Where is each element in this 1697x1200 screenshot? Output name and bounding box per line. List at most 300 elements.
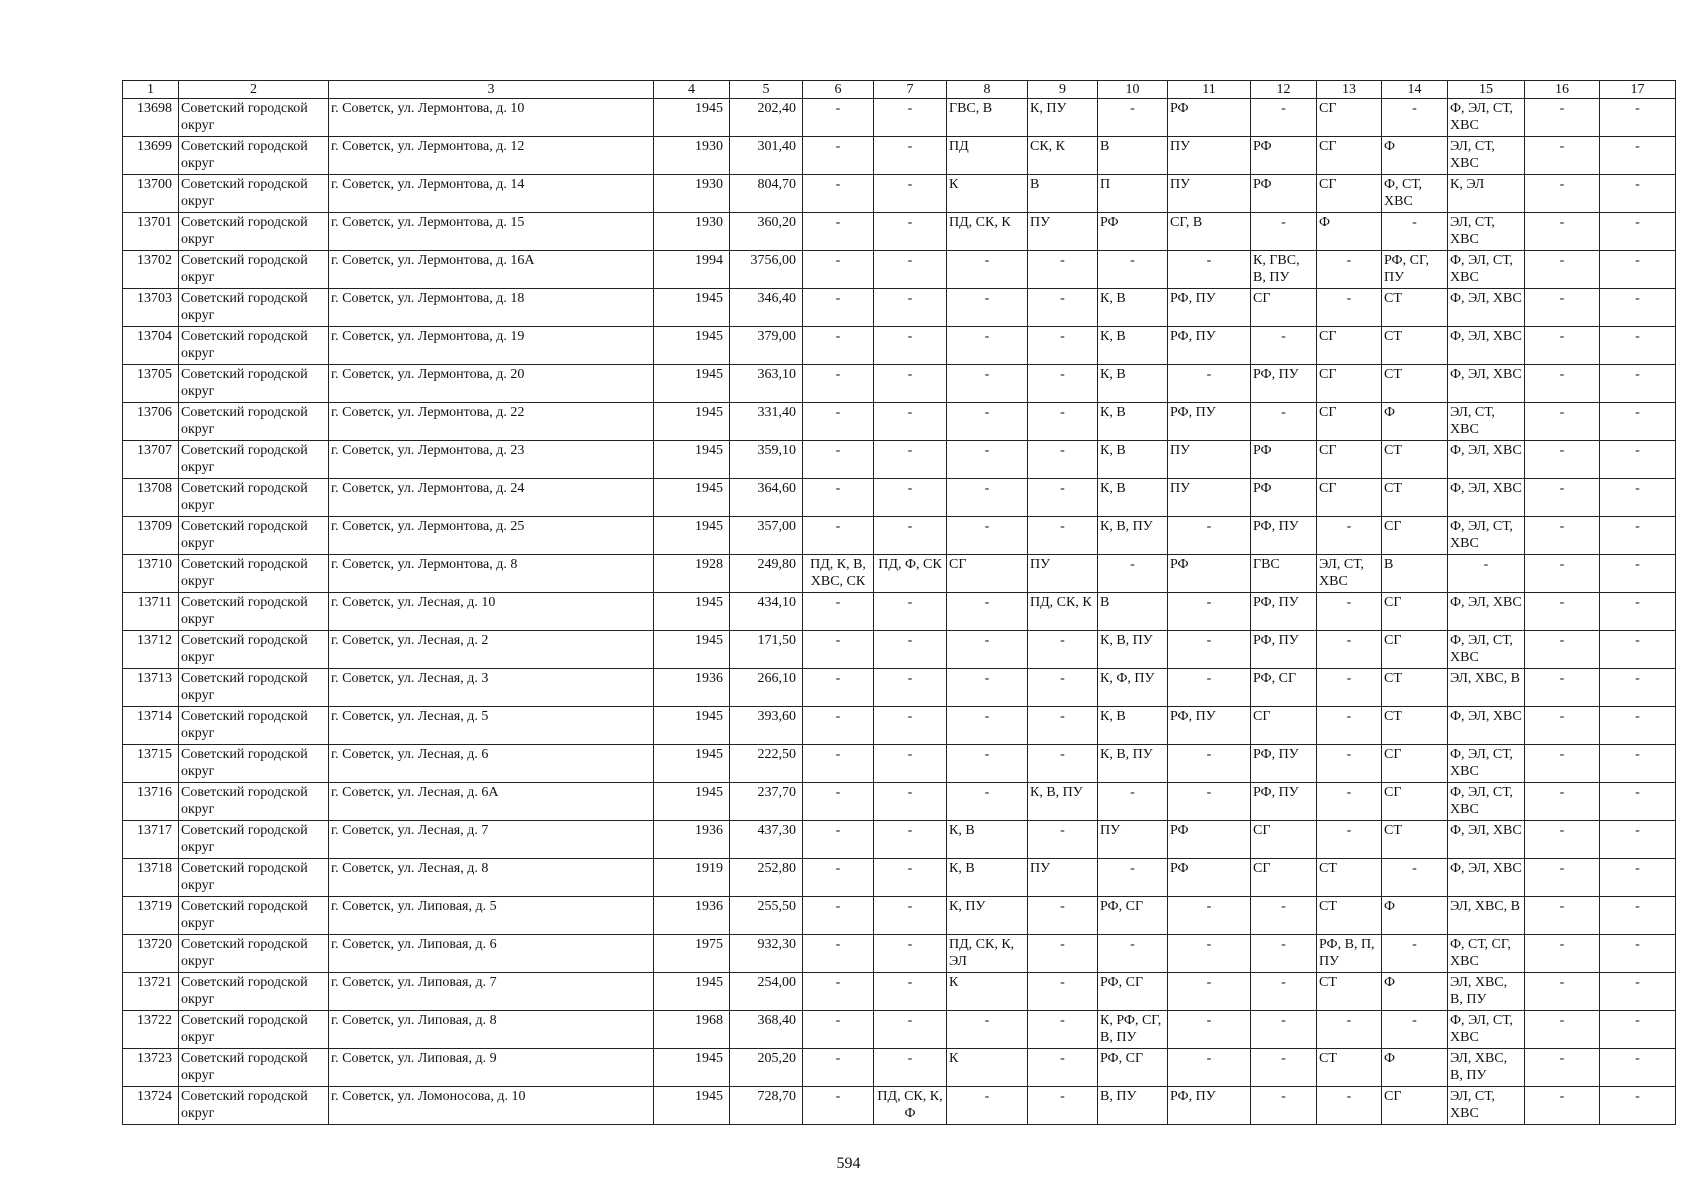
table-cell: -	[1600, 251, 1676, 289]
table-cell: Советский городской округ	[179, 213, 329, 251]
table-cell: РФ	[1251, 479, 1317, 517]
table-cell: 13715	[123, 745, 179, 783]
table-row	[123, 859, 1676, 897]
table-cell: Советский городской округ	[179, 631, 329, 669]
table-cell: СГ	[1317, 327, 1382, 365]
table-cell: 1945	[654, 441, 730, 479]
table-cell: -	[1028, 745, 1098, 783]
table-cell: 1930	[654, 213, 730, 251]
table-cell: Ф, ЭЛ, ХВС	[1448, 441, 1525, 479]
table-cell: г. Советск, ул. Лесная, д. 2	[329, 631, 654, 669]
table-cell: Ф, ЭЛ, ХВС	[1448, 479, 1525, 517]
table-cell: Ф, ЭЛ, СТ, ХВС	[1448, 745, 1525, 783]
table-cell: -	[803, 175, 874, 213]
table-cell: -	[803, 669, 874, 707]
table-cell: РФ, В, П, ПУ	[1317, 935, 1382, 973]
table-cell: -	[1525, 631, 1600, 669]
table-cell: -	[1251, 897, 1317, 935]
table-cell: -	[1382, 859, 1448, 897]
table-cell: К, В	[1098, 707, 1168, 745]
table-cell: -	[1251, 99, 1317, 137]
table-cell: -	[1600, 289, 1676, 327]
table-cell: К, В	[1098, 327, 1168, 365]
table-cell: В	[1098, 137, 1168, 175]
table-cell: -	[1168, 251, 1251, 289]
table-cell: г. Советск, ул. Лермонтова, д. 23	[329, 441, 654, 479]
table-cell: Ф, ЭЛ, ХВС	[1448, 327, 1525, 365]
table-cell: г. Советск, ул. Лермонтова, д. 19	[329, 327, 654, 365]
table-cell: -	[1525, 897, 1600, 935]
table-row	[123, 327, 1676, 365]
table-cell: -	[1525, 821, 1600, 859]
table-cell: РФ, ПУ	[1168, 403, 1251, 441]
table-cell: -	[947, 783, 1028, 821]
table-cell: Ф, ЭЛ, ХВС	[1448, 821, 1525, 859]
table-cell: Ф	[1382, 973, 1448, 1011]
table-cell: -	[874, 859, 947, 897]
table-cell: РФ, ПУ	[1251, 631, 1317, 669]
table-cell: 360,20	[730, 213, 803, 251]
table-cell: 1919	[654, 859, 730, 897]
table-cell: ПУ	[1168, 441, 1251, 479]
table-cell: 237,70	[730, 783, 803, 821]
table-cell: ГВС, В	[947, 99, 1028, 137]
table-cell: -	[874, 517, 947, 555]
table-cell: -	[1168, 935, 1251, 973]
table-cell: -	[1525, 669, 1600, 707]
table-cell: -	[874, 1011, 947, 1049]
table-cell: 437,30	[730, 821, 803, 859]
column-header: 15	[1448, 81, 1525, 99]
table-cell: 301,40	[730, 137, 803, 175]
table-cell: Советский городской округ	[179, 1049, 329, 1087]
table-cell: 171,50	[730, 631, 803, 669]
table-cell: СГ	[1382, 593, 1448, 631]
table-cell: -	[1317, 251, 1382, 289]
table-cell: -	[874, 631, 947, 669]
table-cell: К, ПУ	[947, 897, 1028, 935]
table-cell: -	[1600, 175, 1676, 213]
table-cell: СГ	[1251, 859, 1317, 897]
table-cell: -	[1168, 669, 1251, 707]
table-cell: 932,30	[730, 935, 803, 973]
table-cell: 13705	[123, 365, 179, 403]
table-cell: -	[803, 403, 874, 441]
table-cell: Ф, ЭЛ, СТ, ХВС	[1448, 99, 1525, 137]
table-cell: РФ	[1168, 859, 1251, 897]
table-cell: -	[803, 973, 874, 1011]
table-cell: -	[874, 935, 947, 973]
table-cell: СТ	[1382, 327, 1448, 365]
table-cell: г. Советск, ул. Лермонтова, д. 14	[329, 175, 654, 213]
table-cell: -	[1317, 631, 1382, 669]
table-cell: Советский городской округ	[179, 1087, 329, 1125]
page-number: 594	[836, 1155, 861, 1172]
table-cell: -	[803, 327, 874, 365]
table-cell: К, В, ПУ	[1098, 631, 1168, 669]
column-header: 1	[123, 81, 179, 99]
table-cell: -	[947, 403, 1028, 441]
table-cell: -	[1525, 365, 1600, 403]
table-cell: 13719	[123, 897, 179, 935]
column-header: 8	[947, 81, 1028, 99]
table-cell: В	[1028, 175, 1098, 213]
table-cell: -	[1028, 707, 1098, 745]
table-cell: -	[1525, 1049, 1600, 1087]
table-cell: К, РФ, СГ, В, ПУ	[1098, 1011, 1168, 1049]
table-cell: СТ	[1382, 669, 1448, 707]
table-cell: Советский городской округ	[179, 707, 329, 745]
table-cell: -	[1525, 783, 1600, 821]
table-cell: г. Советск, ул. Липовая, д. 8	[329, 1011, 654, 1049]
table-cell: СТ	[1382, 821, 1448, 859]
table-cell: -	[947, 327, 1028, 365]
table-cell: РФ, СГ, ПУ	[1382, 251, 1448, 289]
table-cell: -	[1525, 99, 1600, 137]
table-cell: -	[947, 1011, 1028, 1049]
table-cell: Советский городской округ	[179, 137, 329, 175]
table-cell: РФ, ПУ	[1251, 745, 1317, 783]
table-row	[123, 289, 1676, 327]
table-cell: 363,10	[730, 365, 803, 403]
table-cell: -	[874, 1049, 947, 1087]
table-cell: г. Советск, ул. Лесная, д. 6	[329, 745, 654, 783]
table-cell: -	[1251, 973, 1317, 1011]
table-cell: ЭЛ, ХВС, В, ПУ	[1448, 973, 1525, 1011]
table-cell: -	[1317, 289, 1382, 327]
table-cell: -	[1317, 669, 1382, 707]
column-header: 9	[1028, 81, 1098, 99]
table-cell: Ф, ЭЛ, ХВС	[1448, 365, 1525, 403]
table-cell: -	[1525, 555, 1600, 593]
table-cell: г. Советск, ул. Лермонтова, д. 15	[329, 213, 654, 251]
table-cell: -	[1600, 859, 1676, 897]
table-cell: г. Советск, ул. Лермонтова, д. 24	[329, 479, 654, 517]
table-cell: 359,10	[730, 441, 803, 479]
table-cell: 1936	[654, 669, 730, 707]
table-cell: ПД, Ф, СК	[874, 555, 947, 593]
table-cell: -	[1525, 213, 1600, 251]
table-cell: -	[803, 441, 874, 479]
table-row	[123, 403, 1676, 441]
table-cell: -	[803, 289, 874, 327]
table-cell: 13723	[123, 1049, 179, 1087]
table-cell: Советский городской округ	[179, 327, 329, 365]
table-cell: 13712	[123, 631, 179, 669]
table-cell: 379,00	[730, 327, 803, 365]
table-row	[123, 1011, 1676, 1049]
table-cell: -	[1600, 973, 1676, 1011]
table-cell: СТ	[1317, 1049, 1382, 1087]
table-cell: -	[1098, 859, 1168, 897]
column-header: 7	[874, 81, 947, 99]
table-cell: РФ, СГ	[1098, 1049, 1168, 1087]
table-cell: 13707	[123, 441, 179, 479]
table-cell: 331,40	[730, 403, 803, 441]
table-cell: 1945	[654, 479, 730, 517]
table-cell: РФ, ПУ	[1168, 1087, 1251, 1125]
table-row	[123, 441, 1676, 479]
table-cell: РФ	[1251, 137, 1317, 175]
table-cell: 13721	[123, 973, 179, 1011]
table-cell: 1945	[654, 517, 730, 555]
column-header: 5	[730, 81, 803, 99]
table-cell: 1945	[654, 593, 730, 631]
table-cell: 13716	[123, 783, 179, 821]
table-cell: РФ	[1168, 555, 1251, 593]
table-cell: СТ	[1317, 973, 1382, 1011]
table-cell: -	[1600, 327, 1676, 365]
table-cell: -	[1028, 327, 1098, 365]
table-cell: -	[947, 517, 1028, 555]
table-cell: -	[1028, 935, 1098, 973]
table-cell: -	[947, 479, 1028, 517]
table-cell: РФ, ПУ	[1168, 327, 1251, 365]
table-cell: СТ	[1382, 479, 1448, 517]
table-cell: -	[803, 479, 874, 517]
table-cell: 1945	[654, 289, 730, 327]
table-cell: РФ	[1251, 175, 1317, 213]
table-cell: г. Советск, ул. Лермонтова, д. 16А	[329, 251, 654, 289]
table-row	[123, 593, 1676, 631]
table-cell: 13703	[123, 289, 179, 327]
table-cell: ЭЛ, СТ, ХВС	[1448, 403, 1525, 441]
table-cell: Советский городской округ	[179, 555, 329, 593]
table-cell: -	[1600, 137, 1676, 175]
table-cell: -	[1168, 973, 1251, 1011]
table-cell: 13700	[123, 175, 179, 213]
table-cell: -	[1448, 555, 1525, 593]
table-cell: -	[874, 745, 947, 783]
table-cell: Ф, СТ, ХВС	[1382, 175, 1448, 213]
table-cell: Советский городской округ	[179, 935, 329, 973]
table-row	[123, 251, 1676, 289]
table-cell: 368,40	[730, 1011, 803, 1049]
table-cell: Ф, ЭЛ, СТ, ХВС	[1448, 517, 1525, 555]
table-cell: К, В, ПУ	[1098, 745, 1168, 783]
table-cell: Советский городской округ	[179, 669, 329, 707]
table-cell: -	[874, 593, 947, 631]
table-cell: 13708	[123, 479, 179, 517]
table-cell: К, В	[947, 821, 1028, 859]
table-cell: ПУ	[1028, 213, 1098, 251]
table-cell: 13710	[123, 555, 179, 593]
table-cell: 434,10	[730, 593, 803, 631]
table-row	[123, 1087, 1676, 1125]
table-cell: Советский городской округ	[179, 175, 329, 213]
column-header: 17	[1600, 81, 1676, 99]
table-cell: Советский городской округ	[179, 593, 329, 631]
table-cell: -	[874, 365, 947, 403]
table-cell: -	[1525, 1011, 1600, 1049]
table-cell: -	[874, 99, 947, 137]
table-cell: -	[1317, 593, 1382, 631]
table-cell: 205,20	[730, 1049, 803, 1087]
table-cell: г. Советск, ул. Липовая, д. 9	[329, 1049, 654, 1087]
table-cell: -	[1525, 251, 1600, 289]
table-cell: -	[1168, 631, 1251, 669]
table-cell: -	[874, 403, 947, 441]
table-cell: -	[874, 821, 947, 859]
table-cell: 1945	[654, 707, 730, 745]
table-cell: Ф, ЭЛ, СТ, ХВС	[1448, 251, 1525, 289]
table-cell: -	[1251, 935, 1317, 973]
table-cell: 364,60	[730, 479, 803, 517]
table-cell: К, В	[1098, 403, 1168, 441]
table-cell: г. Советск, ул. Лесная, д. 8	[329, 859, 654, 897]
registry-table	[122, 80, 1676, 1125]
table-cell: ПУ	[1168, 479, 1251, 517]
table-cell: Советский городской округ	[179, 251, 329, 289]
table-cell: -	[1028, 1049, 1098, 1087]
table-cell: В	[1098, 593, 1168, 631]
table-cell: ЭЛ, СТ, ХВС	[1448, 213, 1525, 251]
table-cell: 13714	[123, 707, 179, 745]
table-cell: -	[947, 669, 1028, 707]
table-cell: -	[1251, 1011, 1317, 1049]
table-cell: -	[1168, 365, 1251, 403]
table-cell: -	[1525, 973, 1600, 1011]
table-cell: -	[803, 859, 874, 897]
table-cell: -	[1028, 403, 1098, 441]
table-cell: Ф	[1382, 403, 1448, 441]
table-cell: К, В	[1098, 365, 1168, 403]
table-cell: -	[947, 1087, 1028, 1125]
table-cell: -	[1600, 631, 1676, 669]
header-row	[123, 81, 1676, 99]
table-cell: -	[947, 707, 1028, 745]
table-cell: -	[1600, 593, 1676, 631]
table-cell: СГ, В	[1168, 213, 1251, 251]
table-cell: Ф, ЭЛ, ХВС	[1448, 289, 1525, 327]
table-cell: -	[1317, 821, 1382, 859]
table-cell: -	[874, 251, 947, 289]
table-cell: -	[874, 669, 947, 707]
table-cell: ЭЛ, ХВС, В	[1448, 669, 1525, 707]
table-cell: ЭЛ, ХВС, В	[1448, 897, 1525, 935]
table-row	[123, 631, 1676, 669]
table-cell: СГ	[1317, 441, 1382, 479]
table-row	[123, 897, 1676, 935]
table-cell: -	[874, 289, 947, 327]
table-cell: ГВС	[1251, 555, 1317, 593]
table-cell: -	[1098, 783, 1168, 821]
table-cell: 13720	[123, 935, 179, 973]
table-cell: г. Советск, ул. Лермонтова, д. 12	[329, 137, 654, 175]
table-cell: -	[1028, 479, 1098, 517]
table-cell: 13709	[123, 517, 179, 555]
table-cell: 266,10	[730, 669, 803, 707]
table-cell: -	[1600, 935, 1676, 973]
table-cell: К	[947, 175, 1028, 213]
table-cell: -	[1098, 99, 1168, 137]
table-cell: -	[874, 137, 947, 175]
table-cell: СГ	[1251, 289, 1317, 327]
table-cell: Ф, ЭЛ, СТ, ХВС	[1448, 783, 1525, 821]
table-cell: -	[1168, 745, 1251, 783]
table-cell: -	[947, 365, 1028, 403]
table-cell: 1945	[654, 327, 730, 365]
table-cell: РФ	[1168, 99, 1251, 137]
table-cell: 202,40	[730, 99, 803, 137]
table-cell: г. Советск, ул. Лермонтова, д. 22	[329, 403, 654, 441]
table-cell: -	[1168, 517, 1251, 555]
table-cell: -	[1600, 555, 1676, 593]
table-cell: К	[947, 1049, 1028, 1087]
table-cell: -	[1028, 821, 1098, 859]
table-cell: 346,40	[730, 289, 803, 327]
table-cell: -	[1382, 213, 1448, 251]
table-cell: Советский городской округ	[179, 441, 329, 479]
table-cell: К, В	[1098, 289, 1168, 327]
table-cell: -	[803, 251, 874, 289]
table-cell: Ф, ЭЛ, ХВС	[1448, 593, 1525, 631]
table-cell: 13698	[123, 99, 179, 137]
table-cell: 1945	[654, 783, 730, 821]
table-cell: 1945	[654, 745, 730, 783]
table-cell: СТ	[1382, 365, 1448, 403]
table-cell: -	[1525, 403, 1600, 441]
table-row	[123, 973, 1676, 1011]
table-cell: -	[803, 213, 874, 251]
column-header: 6	[803, 81, 874, 99]
table-cell: ПД, СК, К, ЭЛ	[947, 935, 1028, 973]
table-cell: -	[1317, 1011, 1382, 1049]
table-cell: -	[1600, 821, 1676, 859]
table-cell: -	[1600, 1049, 1676, 1087]
table-cell: К, В, ПУ	[1098, 517, 1168, 555]
table-cell: 254,00	[730, 973, 803, 1011]
table-row	[123, 99, 1676, 137]
table-cell: СГ	[1251, 821, 1317, 859]
table-cell: -	[1600, 1087, 1676, 1125]
table-cell: -	[1317, 1087, 1382, 1125]
table-cell: -	[1600, 403, 1676, 441]
table-cell: 1968	[654, 1011, 730, 1049]
table-cell: 13713	[123, 669, 179, 707]
table-cell: -	[803, 707, 874, 745]
table-cell: -	[874, 441, 947, 479]
table-cell: -	[1525, 137, 1600, 175]
table-cell: 222,50	[730, 745, 803, 783]
table-cell: К, ЭЛ	[1448, 175, 1525, 213]
table-cell: -	[1168, 1011, 1251, 1049]
table-cell: СТ	[1317, 859, 1382, 897]
table-cell: Советский городской округ	[179, 289, 329, 327]
table-cell: -	[1028, 365, 1098, 403]
table-cell: г. Советск, ул. Липовая, д. 6	[329, 935, 654, 973]
table-cell: СГ	[1317, 479, 1382, 517]
table-cell: г. Советск, ул. Липовая, д. 5	[329, 897, 654, 935]
table-row	[123, 821, 1676, 859]
table-cell: 1945	[654, 973, 730, 1011]
column-header: 11	[1168, 81, 1251, 99]
table-cell: Советский городской округ	[179, 821, 329, 859]
table-cell: СТ	[1382, 707, 1448, 745]
table-cell: -	[947, 593, 1028, 631]
table-cell: 249,80	[730, 555, 803, 593]
table-cell: -	[803, 897, 874, 935]
table-cell: Советский городской округ	[179, 403, 329, 441]
table-cell: ПУ	[1098, 821, 1168, 859]
table-cell: 13699	[123, 137, 179, 175]
table-header	[123, 81, 1676, 99]
table-cell: -	[1028, 517, 1098, 555]
table-cell: РФ	[1251, 441, 1317, 479]
table-row	[123, 555, 1676, 593]
table-cell: ЭЛ, ХВС, В, ПУ	[1448, 1049, 1525, 1087]
table-cell: ПУ	[1028, 859, 1098, 897]
